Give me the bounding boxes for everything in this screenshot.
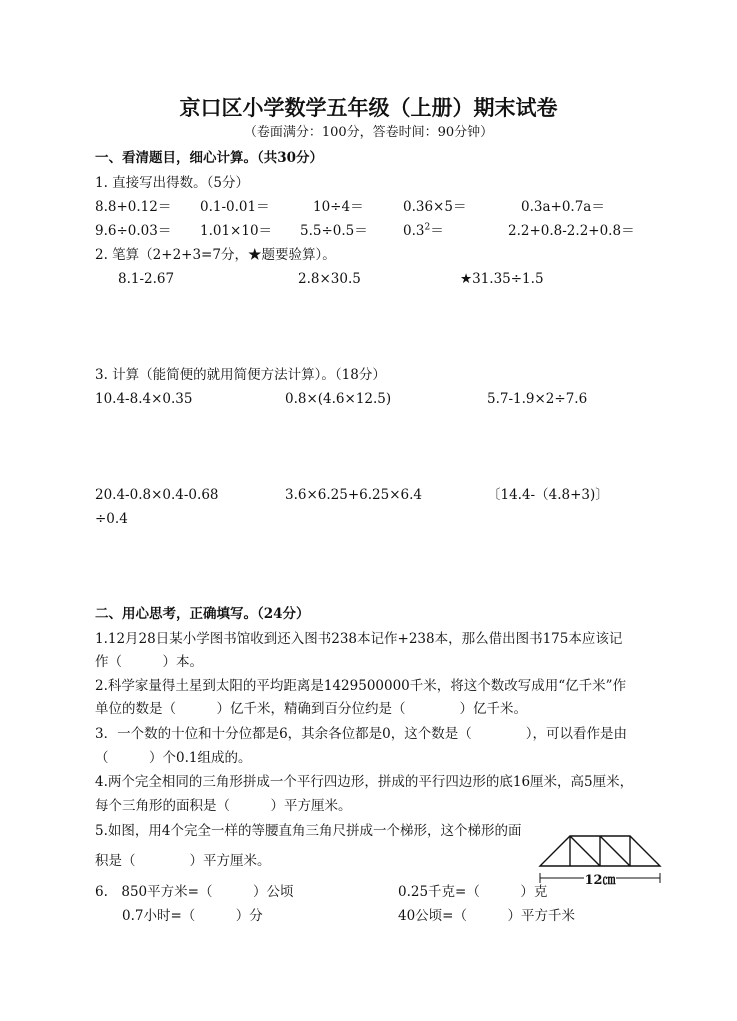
trapezoid-figure (538, 820, 662, 894)
page-subtitle: （卷面满分：100分，答卷时间：90分钟） (243, 125, 494, 140)
q1-item: 0.1-0.01＝ (200, 199, 270, 215)
s2-line: 4.两个完全相同的三角形拼成一个平行四边形，拼成的平行四边形的底16厘米，高5厘米， (95, 774, 634, 790)
q1-equals: ＝ (430, 223, 444, 239)
q1-item: 2.2+0.8-2.2+0.8＝ (508, 223, 635, 239)
q1-item: 1.01×10＝ (200, 223, 273, 239)
s2-line: （ ）个0.1组成的。 (95, 750, 252, 766)
s2-line: 2.科学家量得土星到太阳的平均距离是1429500000千米，将这个数改写成用“亿千米”作 (95, 678, 627, 694)
q3-item: 3.6×6.25+6.25×6.4 (285, 487, 422, 503)
page-title: 京口区小学数学五年级（上册）期末试卷 (179, 95, 558, 120)
q3-item: 〔14.4-（4.8+3)〕 (487, 487, 609, 503)
section2-heading: 二、用心思考，正确填写。（24分） (95, 606, 310, 622)
s2-line: 积是（ ）平方厘米。 (95, 853, 271, 869)
q2-item: 8.1-2.67 (118, 271, 175, 287)
q3-label: 3. 计算（能简便的就用简便方法计算）。（18分） (95, 367, 386, 383)
q1-exponent: 2 (424, 222, 431, 233)
q1-base: 0.3 (403, 223, 425, 239)
triangle-edge (600, 836, 630, 866)
s2-line: 5.如图，用4个完全一样的等腰直角三角尺拼成一个梯形，这个梯形的面 (95, 823, 522, 839)
q2-item: 2.8×30.5 (298, 271, 361, 287)
q3-item: 20.4-0.8×0.4-0.68 (95, 487, 219, 503)
q3-item-continued: ÷0.4 (95, 511, 128, 527)
q1-item-square (403, 222, 444, 240)
s2-line: 1.12月28日某小学图书馆收到还入图书238本记作+238本，那么借出图书175本应该记 (95, 631, 623, 647)
q1-item: 9.6÷0.03＝ (95, 223, 172, 239)
q1-item: 5.5÷0.5＝ (300, 223, 368, 239)
q6-right1: 0.25千克=（ ）克 (398, 884, 548, 900)
s2-line: 作（ ）本。 (95, 654, 203, 670)
q1-label: 1. 直接写出得数。（5分） (95, 175, 250, 191)
q2-label: 2. 笔算（2+2+3=7分，★题要验算）。 (95, 247, 336, 263)
q6-left2: 0.7小时=（ ）分 (122, 908, 263, 924)
section1-heading: 一、看清题目，细心计算。（共30分） (95, 150, 324, 166)
q1-item: 10÷4＝ (313, 199, 364, 215)
q3-item: 5.7-1.9×2÷7.6 (487, 391, 588, 407)
s2-line: 每个三角形的面积是（ ）平方厘米。 (95, 798, 352, 814)
figure-label: 12㎝ (584, 873, 616, 888)
q6-left1: 6. 850平方米=（ ）公顷 (95, 884, 294, 900)
q3-item: 10.4-8.4×0.35 (95, 391, 193, 407)
q3-item: 0.8×(4.6×12.5) (285, 391, 392, 407)
q1-item: 8.8+0.12＝ (95, 199, 172, 215)
q2-item: ★31.35÷1.5 (460, 271, 544, 287)
s2-line: 3．一个数的十位和十分位都是6，其余各位都是0，这个数是（ ），可以看作是由 (95, 726, 628, 742)
triangle-edge (570, 836, 600, 866)
s2-line: 单位的数是（ ）亿千米，精确到百分位约是（ ）亿千米。 (95, 701, 527, 717)
q1-item: 0.36×5＝ (403, 199, 467, 215)
q1-item: 0.3a+0.7a＝ (521, 199, 605, 215)
q6-right2: 40公顷=（ ）平方千米 (398, 908, 575, 924)
